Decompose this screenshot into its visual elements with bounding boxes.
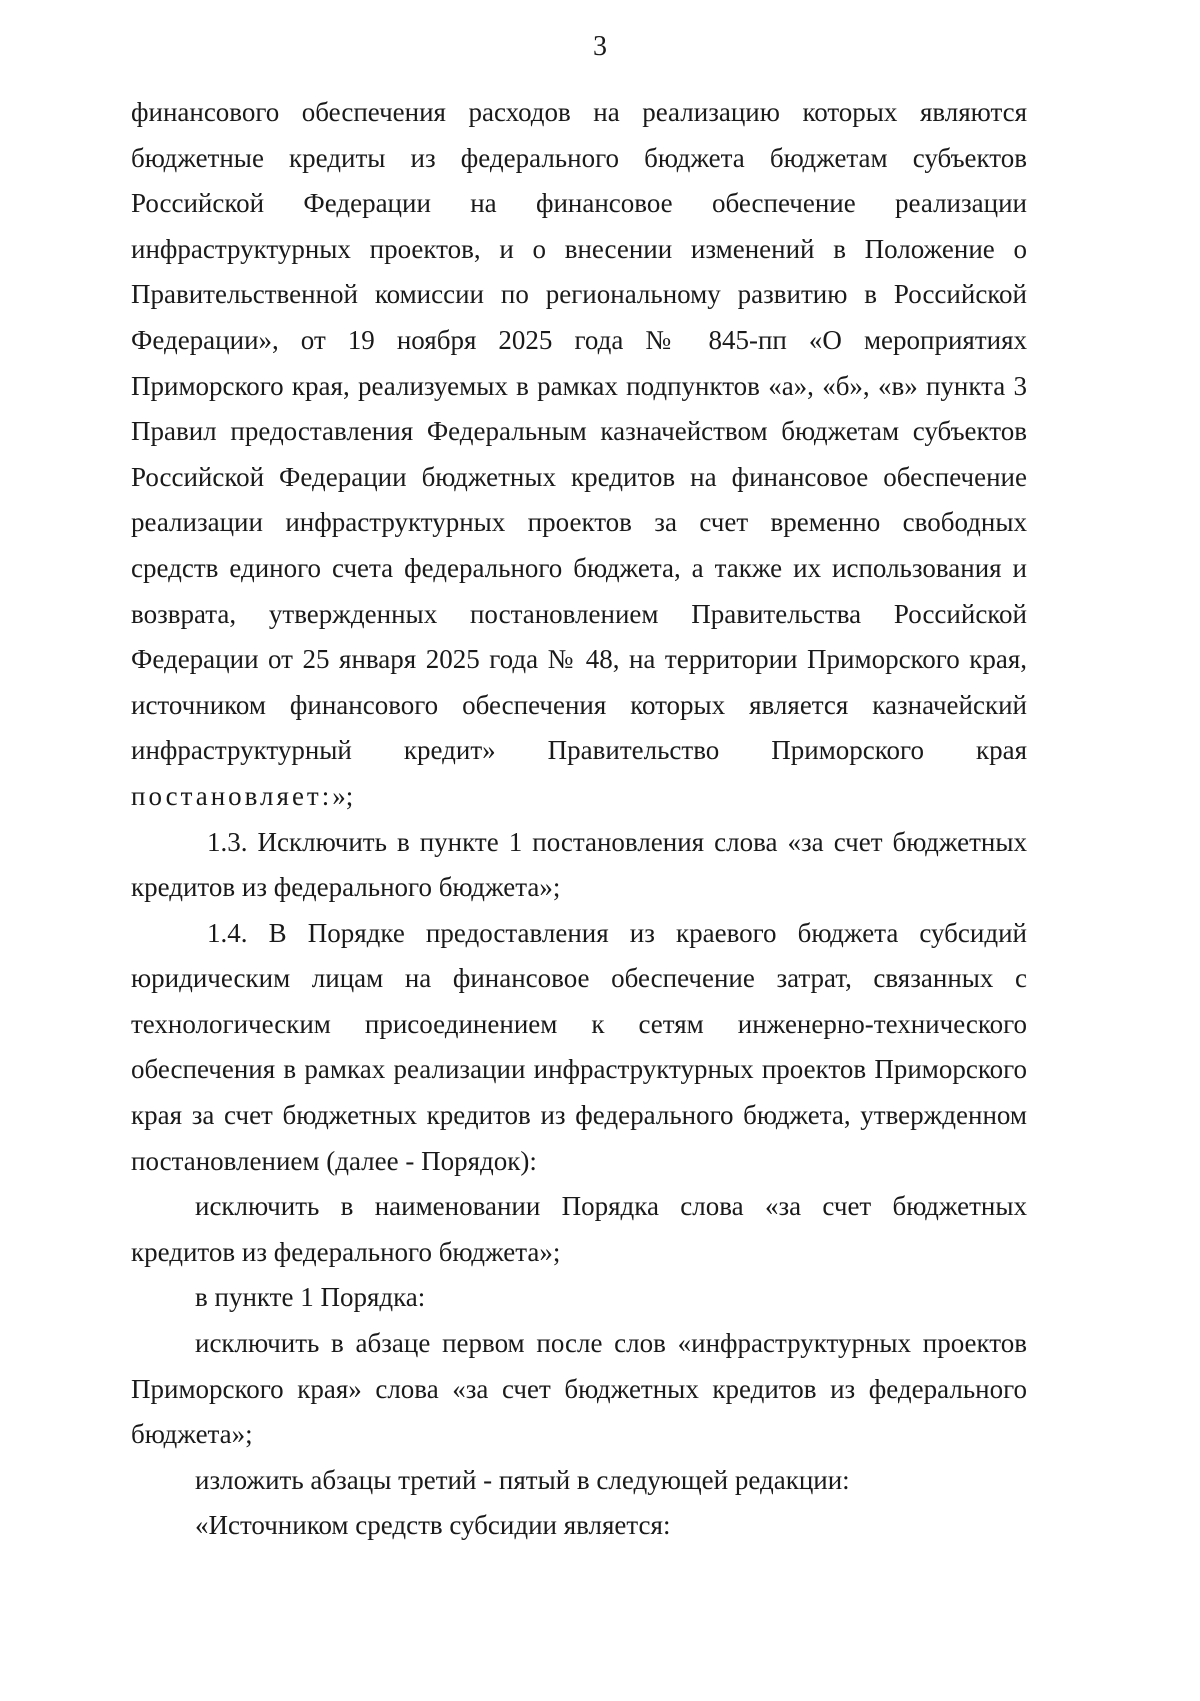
document-body [131, 90, 1027, 1549]
paragraph-item-1-3: 1.3. Исключить в пункте 1 постановления слова «за счет бюджетных кредитов из федерального бюджета»; [131, 826, 1027, 903]
paragraph-point-1: в пункте 1 Порядка: [195, 1282, 426, 1313]
paragraph-continuation [131, 90, 1027, 820]
paragraph-exclude-name: исключить в наименовании Порядка слова «за счет бюджетных кредитов из федерального бюджета»; [131, 1191, 1027, 1267]
spaced-word-postanovlyaet: постановляет: [131, 780, 333, 811]
paragraph-exclude-first-abzac: исключить в абзаце первом после слов «инфраструктурных проектов Приморского края» слова «за счет бюджетных кредитов из федерального бюджета»; [131, 1328, 1027, 1450]
paragraph-restate-abzacs: изложить абзацы третий - пятый в следующей редакции: [195, 1464, 850, 1495]
paragraph-source-of-funds: «Источником средств субсидии является: [195, 1510, 671, 1541]
paragraph-continuation-end: »; [332, 780, 354, 811]
paragraph-item-1-4: 1.4. В Порядке предоставления из краевого бюджета субсидий юридическим лицам на финансовое обеспечение затрат, связанных с технологическим присоединением к сетям инженерно-технического обеспечения в рамках реализации инфраструктурных проектов Приморского края за счет бюджетных кредитов из федерального бюджета, утвержденном постановлением (далее - Порядок): [131, 917, 1027, 1176]
page-number: 3 [593, 31, 607, 62]
paragraph-continuation-text: финансового обеспечения расходов на реализацию которых являются бюджетные кредиты из федерального бюджета бюджетам субъектов Российской Федерации на финансовое обеспечение реализации инфраструктурных проектов, и о внесении изменений в Положение о Правительственной комиссии по региональному развитию в Российской Федерации», от 19 ноября 2025 года № 845-пп «О мероприятиях Приморского края, реализуемых в рамках подпунктов «а», «б», «в» пункта 3 Правил предоставления Федеральным казначейством бюджетам субъектов Российской Федерации бюджетных кредитов на финансовое обеспечение реализации инфраструктурных проектов за счет временно свободных средств единого счета федерального бюджета, а также их использования и возврата, утвержденных постановлением Правительства Российской Федерации от 25 января 2025 года № 48, на территории Приморского края, источником финансового обеспечения которых является казначейский инфраструктурный кредит» Правительство Приморского края [131, 97, 1027, 766]
